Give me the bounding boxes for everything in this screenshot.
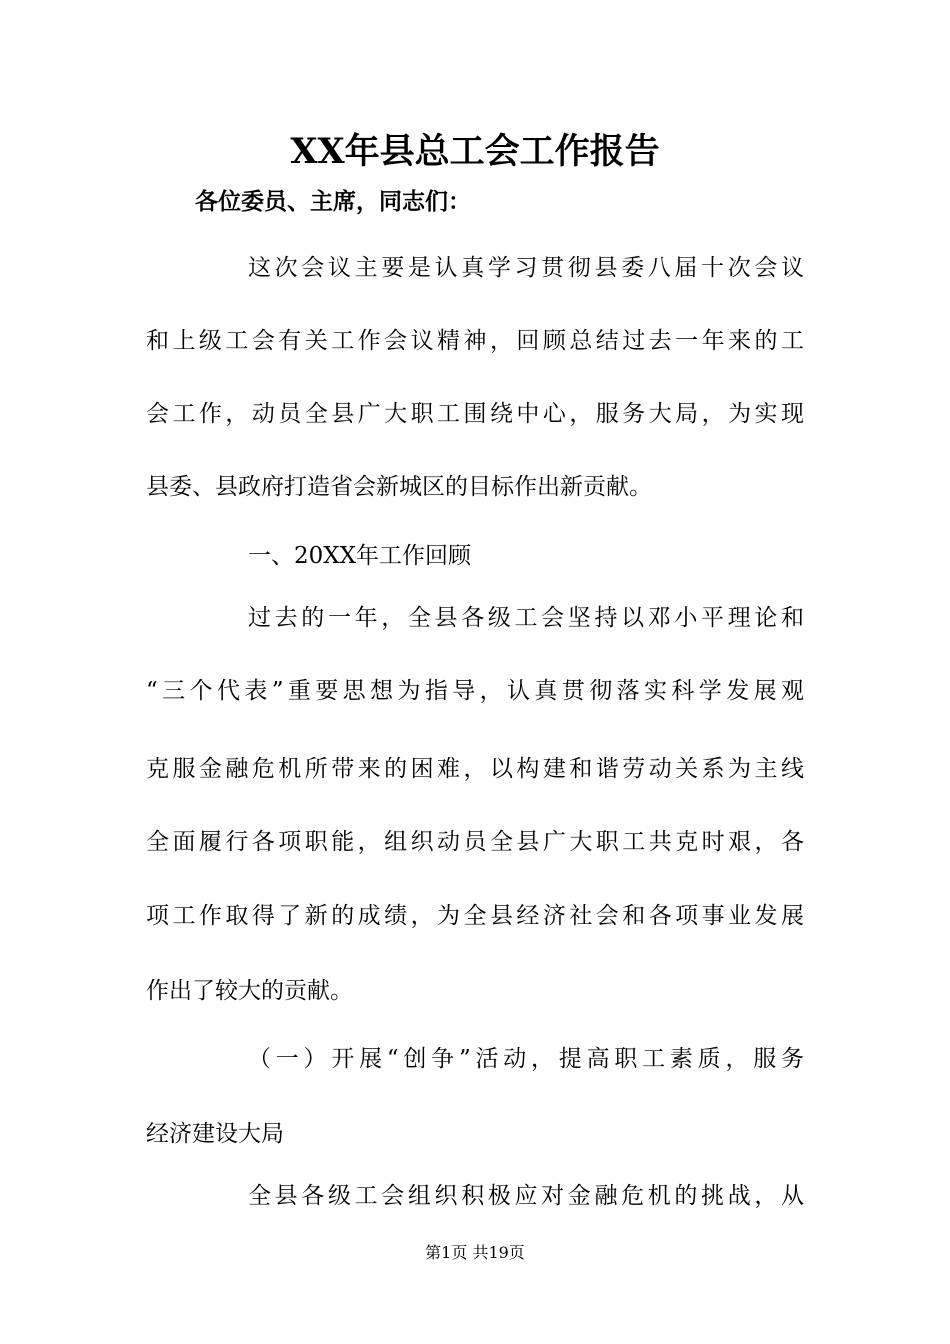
subsection-heading-continued: 经济建设大局 (146, 1121, 284, 1147)
salutation: 各位委员、主席，同志们： (195, 188, 471, 215)
paragraph-line: 全面履行各项职能，组织动员全县广大职工共克时艰，各 (146, 829, 804, 855)
paragraph-line: 全县各级工会组织积极应对金融危机的挑战，从 (248, 1183, 804, 1209)
paragraph-line: 和上级工会有关工作会议精神，回顾总结过去一年来的工 (146, 328, 804, 354)
paragraph-line: “三个代表”重要思想为指导，认真贯彻落实科学发展观 (146, 678, 804, 704)
section-heading: 一、20XX年工作回顾 (248, 543, 472, 569)
page-number-footer: 第1页 共19页 (425, 1243, 525, 1262)
paragraph-line: 会工作，动员全县广大职工围绕中心，服务大局，为实现 (146, 401, 804, 427)
paragraph-line: 作出了较大的贡献。 (146, 978, 353, 1004)
paragraph-line: 过去的一年，全县各级工会坚持以邓小平理论和 (248, 605, 804, 631)
paragraph-line: 项工作取得了新的成绩，为全县经济社会和各项事业发展 (146, 903, 804, 929)
subsection-heading: （一）开展“创争”活动，提高职工素质，服务 (248, 1046, 804, 1072)
paragraph-line: 这次会议主要是认真学习贯彻县委八届十次会议 (248, 255, 804, 281)
paragraph-line: 县委、县政府打造省会新城区的目标作出新贡献。 (146, 474, 652, 500)
document-title: XX年县总工会工作报告 (290, 131, 660, 172)
paragraph-line: 克服金融危机所带来的困难，以构建和谐劳动关系为主线 (146, 756, 804, 782)
